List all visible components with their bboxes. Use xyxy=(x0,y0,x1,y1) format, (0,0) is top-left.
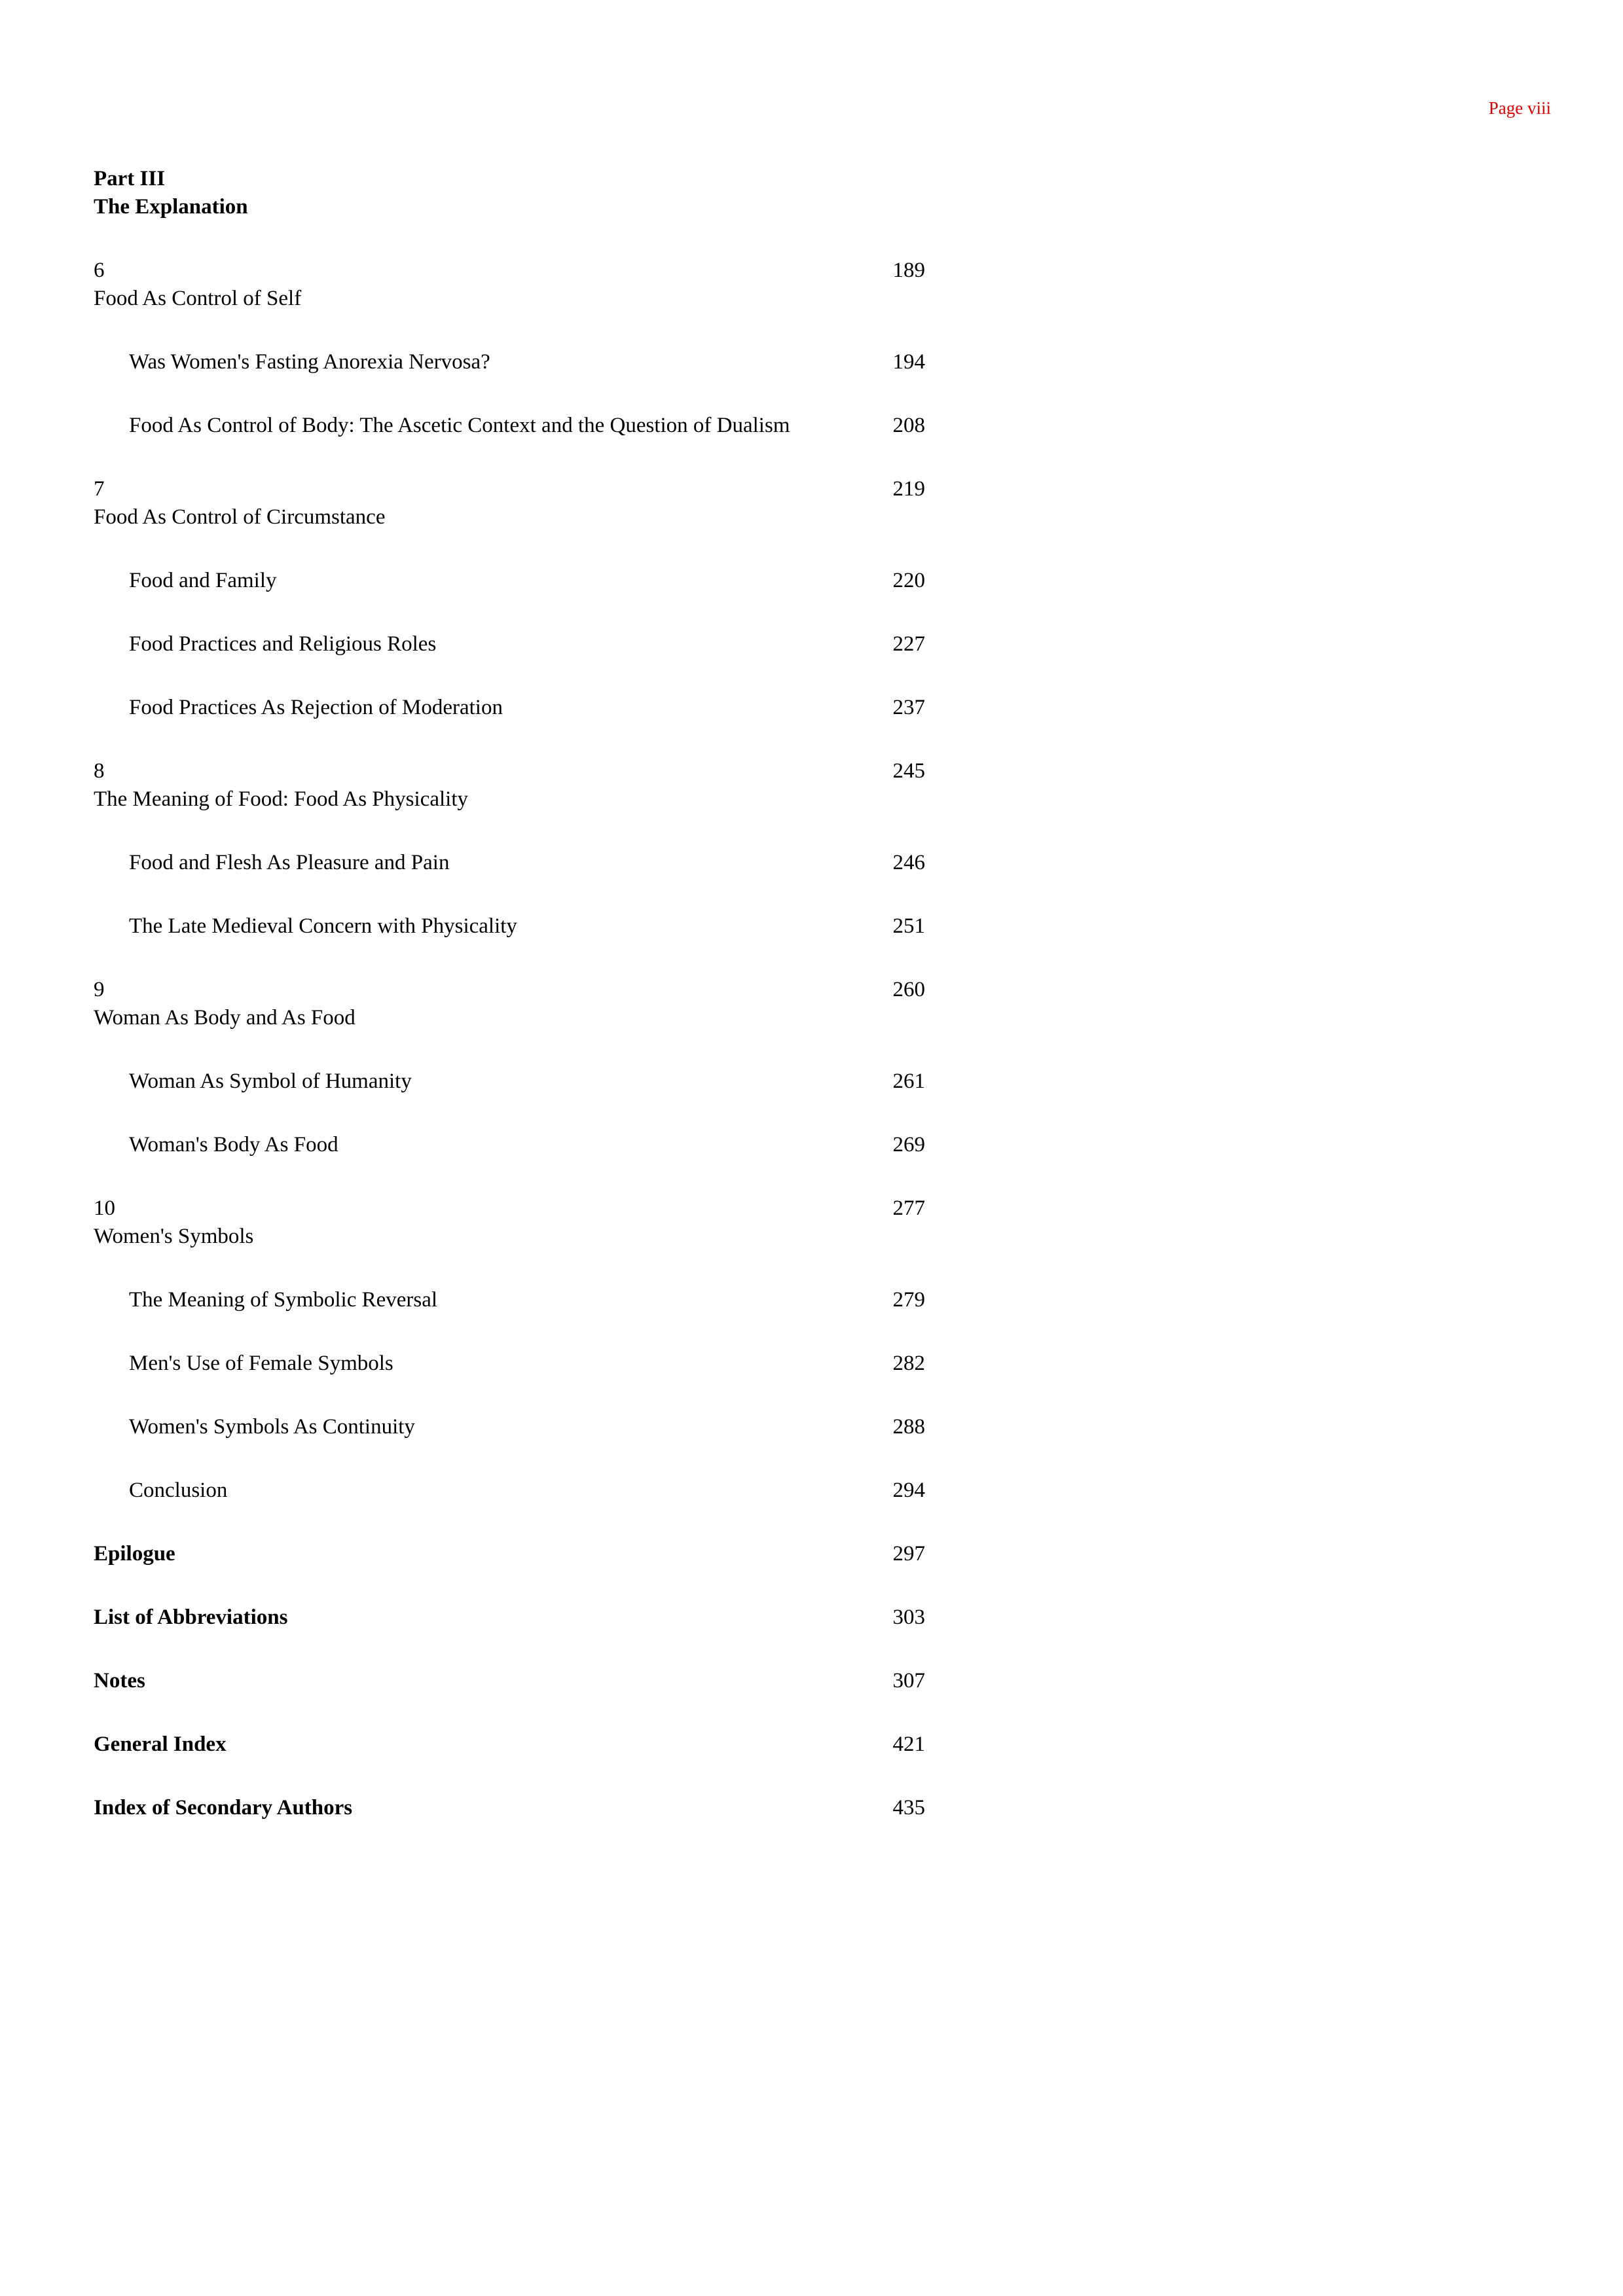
toc-section-entry[interactable] xyxy=(94,912,925,941)
entry-text xyxy=(94,475,814,531)
entry-page-number: 421 xyxy=(892,1732,925,1756)
toc-backmatter-entry[interactable] xyxy=(94,1731,925,1759)
entry-text xyxy=(94,1067,797,1096)
toc-section-entry[interactable] xyxy=(94,412,925,440)
table-of-contents xyxy=(94,165,925,1857)
section-title: The Meaning of Symbolic Reversal xyxy=(129,1288,438,1312)
backmatter-title: Epilogue xyxy=(94,1542,175,1566)
entry-page-number: 220 xyxy=(892,569,925,592)
section-title: The Late Medieval Concern with Physicality xyxy=(129,914,517,938)
toc-backmatter-entry[interactable] xyxy=(94,1604,925,1632)
toc-section-entry[interactable] xyxy=(94,1067,925,1096)
section-title: Food and Flesh As Pleasure and Pain xyxy=(129,851,450,874)
entry-text xyxy=(94,1413,797,1441)
backmatter-title: Notes xyxy=(94,1669,145,1693)
toc-chapter-entry[interactable] xyxy=(94,257,925,313)
toc-backmatter-entry[interactable] xyxy=(94,1667,925,1695)
entry-page-number: 297 xyxy=(892,1542,925,1566)
chapter-number: 6 xyxy=(94,259,105,282)
entry-text xyxy=(94,412,797,440)
entry-page-number: 277 xyxy=(892,1196,925,1220)
entry-page-number: 237 xyxy=(892,696,925,719)
toc-section-entry[interactable] xyxy=(94,1413,925,1441)
section-title: Woman's Body As Food xyxy=(129,1133,338,1157)
entry-text xyxy=(94,912,797,941)
entry-page-number: 245 xyxy=(892,759,925,783)
section-title: Men's Use of Female Symbols xyxy=(129,1352,393,1375)
entry-text xyxy=(94,1667,925,1695)
chapter-title: The Meaning of Food: Food As Physicality xyxy=(94,787,468,811)
entry-page-number: 307 xyxy=(892,1669,925,1693)
toc-section-entry[interactable] xyxy=(94,348,925,376)
toc-section-entry[interactable] xyxy=(94,630,925,658)
entry-text xyxy=(94,976,814,1032)
section-title: Woman As Symbol of Humanity xyxy=(129,1069,412,1093)
toc-section-entry[interactable] xyxy=(94,1286,925,1314)
entry-page-number: 227 xyxy=(892,632,925,656)
entry-page-number: 208 xyxy=(892,414,925,437)
entry-text xyxy=(94,1794,925,1822)
entry-page-number: 261 xyxy=(892,1069,925,1093)
chapter-number: 9 xyxy=(94,978,105,1001)
toc-section-entry[interactable] xyxy=(94,849,925,877)
entry-text xyxy=(94,757,814,814)
entry-text xyxy=(94,1350,797,1378)
toc-section-entry[interactable] xyxy=(94,694,925,722)
toc-backmatter-entry[interactable] xyxy=(94,1540,925,1568)
chapter-number: 8 xyxy=(94,759,105,783)
entry-page-number: 260 xyxy=(892,978,925,1001)
entry-text xyxy=(94,567,797,595)
entry-page-number: 251 xyxy=(892,914,925,938)
chapter-title: Women's Symbols xyxy=(94,1225,254,1248)
backmatter-title: General Index xyxy=(94,1732,227,1756)
entry-text xyxy=(94,694,797,722)
entry-text xyxy=(94,348,797,376)
chapter-title: Woman As Body and As Food xyxy=(94,1006,356,1030)
entry-page-number: 294 xyxy=(892,1479,925,1502)
section-title: Food Practices As Rejection of Moderation xyxy=(129,696,503,719)
backmatter-title: Index of Secondary Authors xyxy=(94,1796,353,1820)
chapter-title: Food As Control of Self xyxy=(94,287,302,310)
toc-chapter-entry[interactable] xyxy=(94,976,925,1032)
page-number-label: Page viii xyxy=(1488,98,1551,118)
chapter-number: 10 xyxy=(94,1196,115,1220)
part-title: The Explanation xyxy=(94,195,248,219)
section-title: Food and Family xyxy=(129,569,277,592)
toc-section-entry[interactable] xyxy=(94,1350,925,1378)
entry-text xyxy=(94,1604,925,1632)
section-title: Food As Control of Body: The Ascetic Context and the Question of Dualism xyxy=(129,414,790,437)
section-title: Conclusion xyxy=(129,1479,228,1502)
entry-text xyxy=(94,849,797,877)
entry-text xyxy=(94,630,797,658)
toc-section-entry[interactable] xyxy=(94,1131,925,1159)
chapter-title: Food As Control of Circumstance xyxy=(94,505,386,529)
section-title: Was Women's Fasting Anorexia Nervosa? xyxy=(129,350,490,374)
entry-page-number: 189 xyxy=(892,259,925,282)
entry-text xyxy=(94,1131,797,1159)
entry-page-number: 303 xyxy=(892,1605,925,1629)
section-title: Women's Symbols As Continuity xyxy=(129,1415,415,1439)
entry-text xyxy=(94,257,814,313)
entry-page-number: 219 xyxy=(892,477,925,501)
part-number: Part III xyxy=(94,167,166,190)
toc-backmatter-entry[interactable] xyxy=(94,1794,925,1822)
entry-page-number: 435 xyxy=(892,1796,925,1820)
toc-chapter-entry[interactable] xyxy=(94,1194,925,1251)
toc-section-entry[interactable] xyxy=(94,567,925,595)
entry-page-number: 194 xyxy=(892,350,925,374)
entry-text xyxy=(94,1194,814,1251)
entry-text xyxy=(94,1477,797,1505)
toc-section-entry[interactable] xyxy=(94,1477,925,1505)
section-title: Food Practices and Religious Roles xyxy=(129,632,437,656)
toc-chapter-entry[interactable] xyxy=(94,757,925,814)
chapter-number: 7 xyxy=(94,477,105,501)
entry-text xyxy=(94,1286,797,1314)
entry-page-number: 269 xyxy=(892,1133,925,1157)
entry-page-number: 288 xyxy=(892,1415,925,1439)
entry-page-number: 279 xyxy=(892,1288,925,1312)
entry-page-number: 246 xyxy=(892,851,925,874)
backmatter-title: List of Abbreviations xyxy=(94,1605,288,1629)
part-heading xyxy=(94,165,925,221)
entry-page-number: 282 xyxy=(892,1352,925,1375)
entry-text xyxy=(94,1540,925,1568)
toc-entries xyxy=(94,257,925,1822)
entry-text xyxy=(94,1731,925,1759)
toc-chapter-entry[interactable] xyxy=(94,475,925,531)
